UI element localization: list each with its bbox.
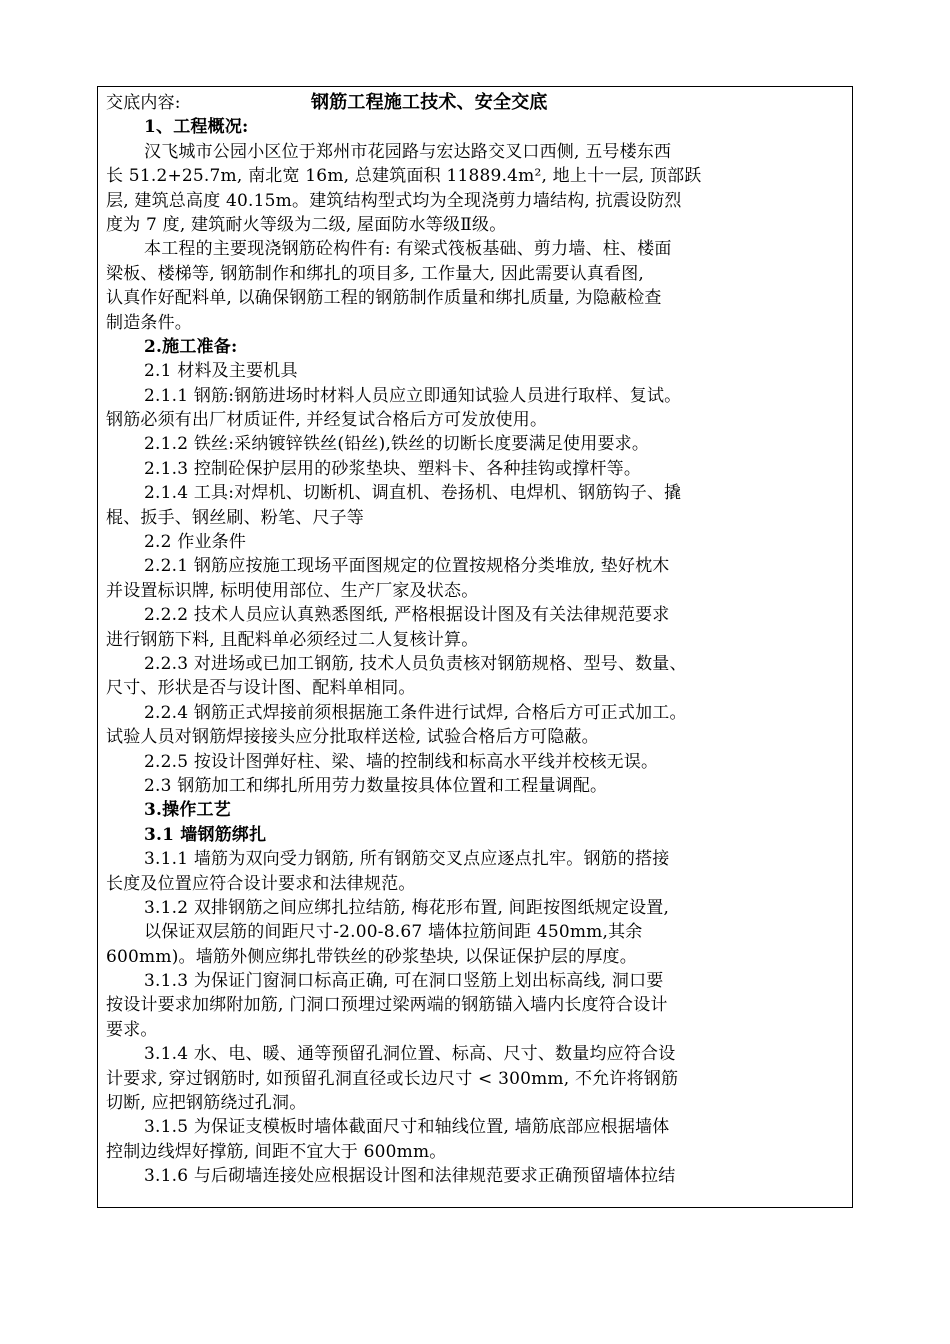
body-line: 进行钢筋下料, 且配料单必须经过二人复核计算。 bbox=[106, 629, 479, 650]
body-line: 并设置标识牌, 标明使用部位、生产厂家及状态。 bbox=[106, 580, 479, 601]
body-line: 切断, 应把钢筋绕过孔洞。 bbox=[106, 1093, 307, 1114]
body-line: 2.1.2 铁丝:采纳镀锌铁丝(铅丝),铁丝的切断长度要满足使用要求。 bbox=[144, 434, 650, 455]
header-row bbox=[106, 91, 846, 115]
body-line: 2.2.2 技术人员应认真熟悉图纸, 严格根据设计图及有关法律规范要求 bbox=[144, 605, 670, 626]
body-line: 钢筋必须有出厂材质证件, 并经复试合格后方可发放使用。 bbox=[106, 410, 548, 431]
body-line: 长 51.2+25.7m, 南北宽 16m, 总建筑面积 11889.4m², 地上十一层, 顶部跃 bbox=[106, 166, 702, 187]
body-line: 3.1.3 为保证门窗洞口标高正确, 可在洞口竖筋上划出标高线, 洞口要 bbox=[144, 971, 664, 992]
body-line: 3.1.1 墙筋为双向受力钢筋, 所有钢筋交叉点应逐点扎牢。钢筋的搭接 bbox=[144, 849, 670, 870]
body-line: 2.2 作业条件 bbox=[144, 532, 247, 553]
body-line: 层, 建筑总高度 40.15m。建筑结构型式均为全现浇剪力墙结构, 抗震设防烈 bbox=[106, 190, 682, 211]
body-line: 以保证双层筋的间距尺寸-2.00-8.67 墙体拉筋间距 450mm,其余 bbox=[144, 922, 643, 943]
body-line: 要求。 bbox=[106, 1019, 158, 1040]
body-line: 2.3 钢筋加工和绑扎所用劳力数量按具体位置和工程量调配。 bbox=[144, 775, 608, 796]
body-line: 3.1.5 为保证支模板时墙体截面尺寸和轴线位置, 墙筋底部应根据墙体 bbox=[144, 1117, 670, 1138]
body-line: 汉飞城市公园小区位于郑州市花园路与宏达路交叉口西侧, 五号楼东西 bbox=[144, 141, 672, 162]
section-heading: 3.1 墙钢筋绑扎 bbox=[144, 824, 267, 845]
document-frame bbox=[97, 86, 853, 1208]
body-line: 2.2.1 钢筋应按施工现场平面图规定的位置按规格分类堆放, 垫好枕木 bbox=[144, 556, 670, 577]
body-line: 2.2.4 钢筋正式焊接前须根据施工条件进行试焊, 合格后方可正式加工。 bbox=[144, 702, 687, 723]
body-line: 2.1 材料及主要机具 bbox=[144, 361, 298, 382]
body-line: 600mm)。墙筋外侧应绑扎带铁丝的砂浆垫块, 以保证保护层的厚度。 bbox=[106, 946, 637, 967]
body-line: 3.1.2 双排钢筋之间应绑扎拉结筋, 梅花形布置, 间距按图纸规定设置, bbox=[144, 897, 670, 918]
body-line: 3.1.6 与后砌墙连接处应根据设计图和法律规范要求正确预留墙体拉结 bbox=[144, 1166, 676, 1187]
body-line: 2.2.3 对进场或已加工钢筋, 技术人员负责核对钢筋规格、型号、数量、 bbox=[144, 653, 687, 674]
body-line: 控制边线焊好撑筋, 间距不宜大于 600mm。 bbox=[106, 1141, 447, 1162]
body-line: 按设计要求加绑附加筋, 门洞口预埋过梁两端的钢筋锚入墙内长度符合设计 bbox=[106, 995, 668, 1016]
body-line: 认真作好配料单, 以确保钢筋工程的钢筋制作质量和绑扎质量, 为隐蔽检查 bbox=[106, 288, 662, 309]
body-line: 本工程的主要现浇钢筋砼构件有: 有梁式筏板基础、剪力墙、柱、楼面 bbox=[144, 239, 672, 260]
document-title: 钢筋工程施工技术、安全交底 bbox=[311, 92, 548, 113]
body-line: 试验人员对钢筋焊接接头应分批取样送检, 试验合格后方可隐蔽。 bbox=[106, 727, 599, 748]
body-line: 2.2.5 按设计图弹好柱、梁、墙的控制线和标高水平线并校核无误。 bbox=[144, 751, 659, 772]
body-line: 制造条件。 bbox=[106, 312, 192, 333]
body-line: 2.1.3 控制砼保护层用的砂浆垫块、塑料卡、各种挂钩或撑杆等。 bbox=[144, 458, 642, 479]
section-heading: 1、工程概况: bbox=[144, 117, 249, 138]
body-line: 尺寸、形状是否与设计图、配料单相同。 bbox=[106, 678, 416, 699]
body-line: 2.1.1 钢筋:钢筋进场时材料人员应立即通知试验人员进行取样、复试。 bbox=[144, 385, 682, 406]
document-body bbox=[106, 91, 846, 1189]
section-heading: 2.施工准备: bbox=[144, 336, 238, 357]
header-label: 交底内容: bbox=[106, 93, 181, 113]
body-line: 度为 7 度, 建筑耐火等级为二级, 屋面防水等级Ⅱ级。 bbox=[106, 214, 507, 235]
section-heading: 3.操作工艺 bbox=[144, 800, 231, 821]
body-line: 长度及位置应符合设计要求和法律规范。 bbox=[106, 873, 416, 894]
body-line: 棍、扳手、钢丝刷、粉笔、尺子等 bbox=[106, 507, 364, 528]
body-line: 梁板、楼梯等, 钢筋制作和绑扎的项目多, 工作量大, 因此需要认真看图, bbox=[106, 263, 645, 284]
body-line: 计要求, 穿过钢筋时, 如预留孔洞直径或长边尺寸 < 300mm, 不允许将钢筋 bbox=[106, 1068, 679, 1089]
body-line: 2.1.4 工具:对焊机、切断机、调直机、卷扬机、电焊机、钢筋钩子、撬 bbox=[144, 483, 682, 504]
body-line: 3.1.4 水、电、暖、通等预留孔洞位置、标高、尺寸、数量均应符合设 bbox=[144, 1044, 676, 1065]
